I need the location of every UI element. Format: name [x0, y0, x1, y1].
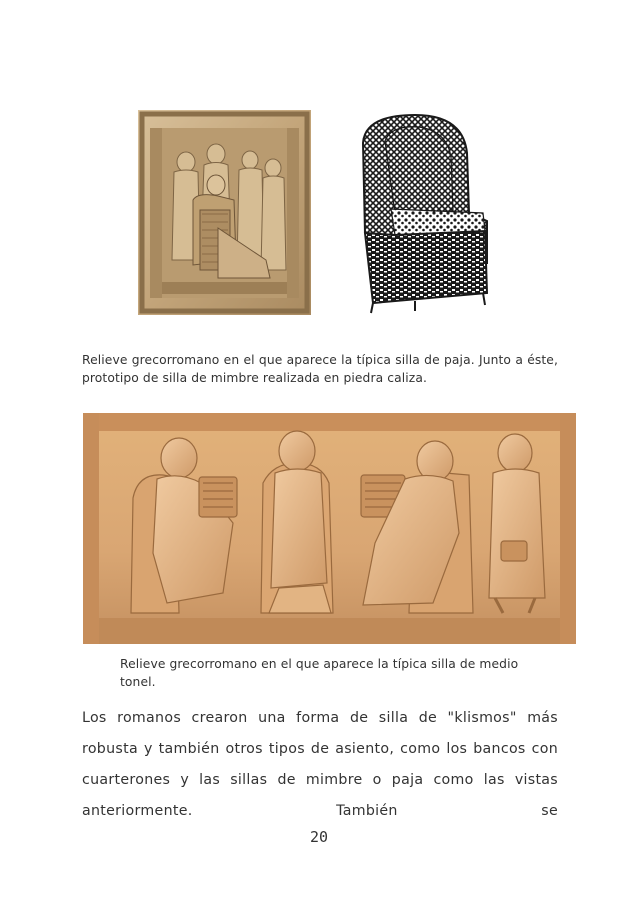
relief-image-barrel-chairs — [83, 413, 576, 644]
page-number: 20 — [309, 828, 329, 846]
caption-second-image: Relieve grecorromano en el que aparece la típica silla de medio tonel. — [120, 657, 519, 689]
body-paragraph: Los romanos crearon una forma de silla de "klismos" más robusta y también otros tipos de asiento, como los bancos con cuarterones y las sillas de mimbre o paja como las vistas anteriormente. También se — [82, 710, 558, 819]
wicker-chair-drawing — [355, 113, 498, 318]
relief-image-straw-chair — [138, 110, 311, 315]
caption-first-images: Relieve grecorromano en el que aparece la típica silla de paja. Junto a éste, prototipo de silla de mimbre realizada en piedra caliza. — [82, 353, 558, 385]
